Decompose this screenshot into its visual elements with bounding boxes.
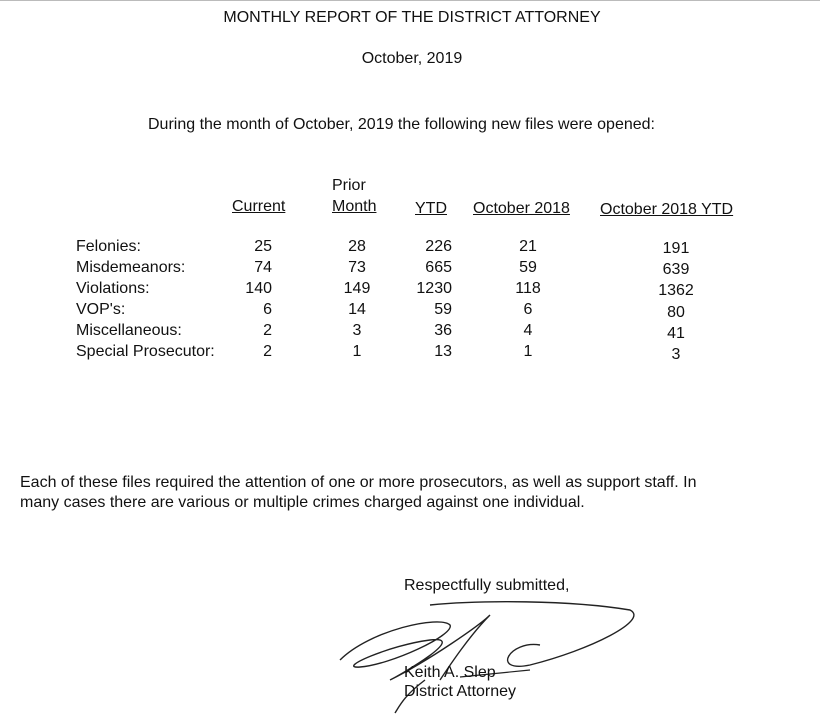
row-label: Violations: <box>76 280 150 297</box>
cell-ytd: 226 <box>425 238 452 255</box>
cell-prior: 3 <box>352 322 362 339</box>
cell-prior: 28 <box>348 238 366 255</box>
col-header-october-2018-ytd: October 2018 YTD <box>600 201 734 218</box>
cell-oct2018: 1 <box>523 343 533 360</box>
table-row <box>0 236 820 257</box>
cell-ytd: 59 <box>434 301 452 318</box>
col-header-prior-top: Prior <box>332 177 366 194</box>
cell-oct2018: 118 <box>515 280 541 297</box>
signer-name: Keith A. Slep <box>404 664 496 681</box>
col-header-prior-month: Month <box>332 198 377 215</box>
cell-oct2018-ytd: 80 <box>667 304 685 321</box>
cell-current: 25 <box>254 238 272 255</box>
cell-oct2018-ytd: 639 <box>662 261 690 278</box>
cell-oct2018-ytd: 191 <box>662 240 690 257</box>
cell-prior: 1 <box>352 343 362 360</box>
cell-current: 2 <box>263 322 272 339</box>
table-row <box>0 341 820 362</box>
cell-oct2018: 4 <box>523 322 533 339</box>
cell-ytd: 1230 <box>416 280 452 297</box>
row-label: VOP's: <box>76 301 126 318</box>
col-header-current: Current <box>232 198 286 215</box>
top-border <box>0 0 820 1</box>
cell-ytd: 665 <box>425 259 452 276</box>
cell-prior: 14 <box>348 301 366 318</box>
closing: Respectfully submitted, <box>404 577 570 594</box>
cell-ytd: 36 <box>434 322 452 339</box>
cell-current: 2 <box>263 343 272 360</box>
paragraph-line-2: many cases there are various or multiple crimes charged against one individual. <box>20 494 585 511</box>
row-label: Miscellaneous: <box>76 322 182 339</box>
table-row <box>0 320 820 341</box>
cell-oct2018: 59 <box>519 259 537 276</box>
signer-title: District Attorney <box>404 683 517 700</box>
col-header-ytd: YTD <box>415 200 447 217</box>
row-label: Felonies: <box>76 238 141 255</box>
cell-current: 74 <box>254 259 272 276</box>
cell-oct2018: 6 <box>523 301 533 318</box>
cell-oct2018-ytd: 41 <box>667 325 685 342</box>
report-title: MONTHLY REPORT OF THE DISTRICT ATTORNEY <box>223 9 601 26</box>
cell-current: 6 <box>263 301 272 318</box>
row-label: Special Prosecutor: <box>76 343 215 360</box>
cell-oct2018-ytd: 1362 <box>658 282 694 299</box>
cell-current: 140 <box>245 280 272 297</box>
table-row <box>0 278 820 299</box>
table-row <box>0 299 820 320</box>
intro-text: During the month of October, 2019 the following new files were opened: <box>148 116 655 133</box>
cell-oct2018-ytd: 3 <box>671 346 681 363</box>
report-date: October, 2019 <box>361 50 463 67</box>
cell-ytd: 13 <box>434 343 452 360</box>
table-row <box>0 257 820 278</box>
cell-prior: 149 <box>343 280 371 297</box>
col-header-october-2018: October 2018 <box>473 200 570 217</box>
cell-oct2018: 21 <box>519 238 537 255</box>
cell-prior: 73 <box>348 259 366 276</box>
paragraph-line-1: Each of these files required the attention of one or more prosecutors, as well as support staff. In <box>20 474 697 491</box>
row-label: Misdemeanors: <box>76 259 186 276</box>
